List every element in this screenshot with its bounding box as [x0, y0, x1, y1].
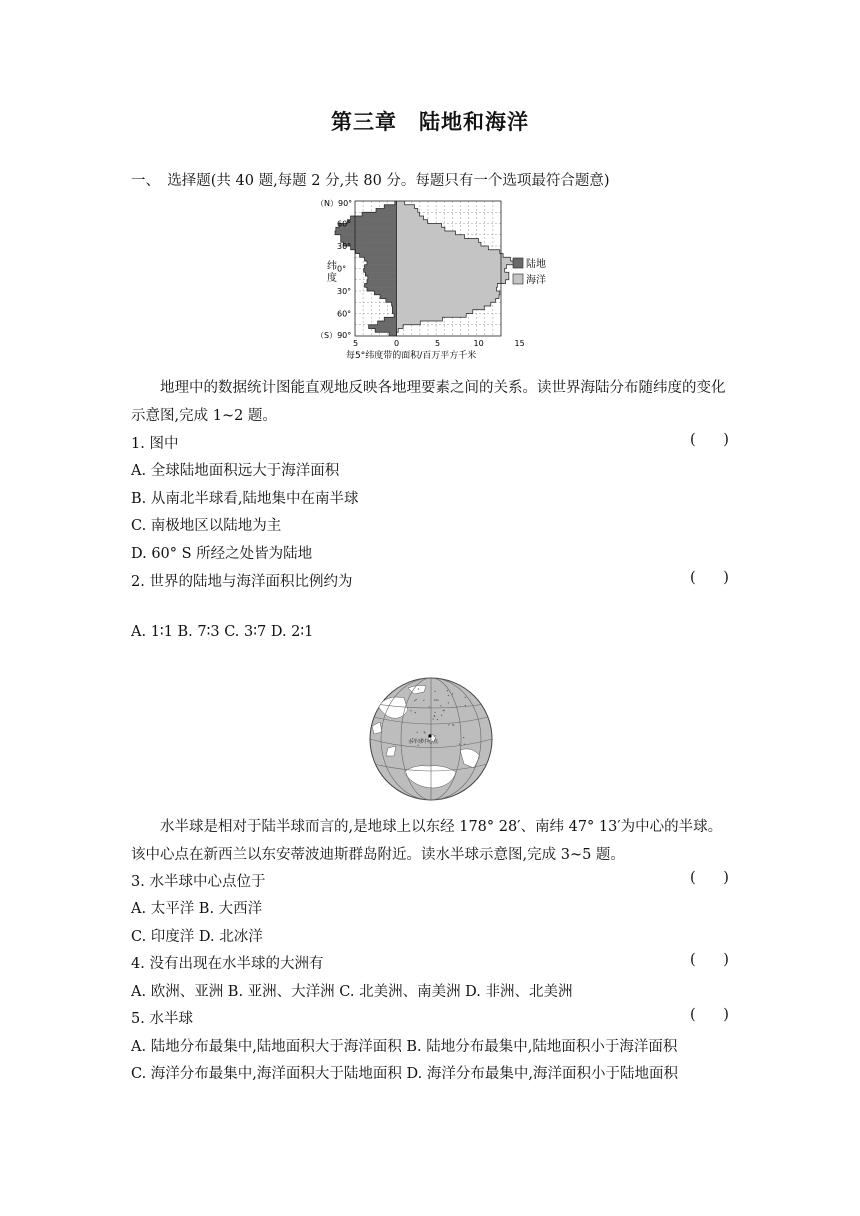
land-bar-0-5S	[364, 269, 397, 273]
ocean-bar-15-20N	[397, 254, 504, 258]
land-bar-75-80S	[369, 325, 397, 329]
q5-options-ab: A. 陆地分布最集中,陆地面积大于海洋面积 B. 陆地分布最集中,陆地面积小于海洋面积	[131, 1039, 678, 1055]
ocean-bar-20-25S	[397, 284, 498, 288]
ocean-bar-20-25N	[397, 250, 500, 254]
land-bar-70-75N	[362, 212, 396, 216]
chart-bars	[335, 201, 514, 336]
ocean-bar-70-75S	[397, 321, 421, 325]
ocean-bar-5-10N	[397, 261, 514, 265]
x-tick-label: 0	[394, 339, 400, 348]
ocean-bar-5-10S	[397, 272, 509, 276]
q1-stem: 1. 图中	[131, 436, 179, 452]
ocean-bar-50-55N	[397, 227, 445, 231]
ocean-bar-60-65N	[397, 220, 428, 224]
legend-land-swatch	[513, 258, 523, 268]
q1-answer-blank: ( )	[690, 432, 729, 448]
q2-stem: 2. 世界的陆地与海洋面积比例约为	[131, 574, 353, 590]
land-bar-50-55S	[392, 306, 396, 310]
question-intro-2: 水半球是相对于陆半球而言的,是地球上以东经 178° 28′、南纬 47° 13′为中心的半球。该中心点在新西兰以东安蒂波迪斯群岛附近。读水半球示意图,完成 3~5 题。	[131, 819, 723, 863]
land-bar-15-20S	[367, 280, 397, 284]
q3-answer-blank: ( )	[690, 870, 729, 886]
land-ocean-latitude-chart	[310, 192, 560, 364]
x-tick-label: 5	[435, 339, 441, 348]
ocean-bar-25-30N	[397, 246, 489, 250]
q1-option-a: A. 全球陆地面积远大于海洋面积	[131, 463, 340, 479]
q3-options-ab: A. 太平洋 B. 大西洋	[131, 901, 263, 917]
q5-stem: 5. 水半球	[131, 1011, 193, 1027]
x-axis-label: 每5°纬度带的面积/百万平方千米	[346, 351, 477, 361]
land-bar-5-10S	[365, 272, 396, 276]
land-bar-0-5N	[365, 265, 397, 269]
ocean-bar-10-15N	[397, 257, 511, 261]
land-bar-65-70S	[384, 317, 396, 321]
q5-options-cd: C. 海洋分布最集中,海洋面积大于陆地面积 D. 海洋分布最集中,海洋面积小于陆地面积	[131, 1066, 678, 1082]
ocean-bar-70-75N	[397, 212, 420, 216]
south-pole-label: （S）90°	[316, 331, 352, 340]
ocean-bar-50-55S	[397, 306, 485, 310]
y-tick-label: 60°	[337, 309, 352, 319]
q2-answer-blank: ( )	[690, 570, 729, 586]
land-bar-30-35N	[343, 242, 396, 246]
q1-option-b: B. 从南北半球看,陆地集中在南半球	[131, 491, 359, 507]
land-bar-40-45N	[341, 235, 397, 239]
question-intro-1: 地理中的数据统计图能直观地反映各地理要素之间的关系。读世界海陆分布随纬度的变化示意图,完成 1~2 题。	[131, 380, 726, 424]
land-bar-5-10N	[367, 261, 397, 265]
y-axis-label-2: 度	[327, 273, 337, 284]
q1-option-c: C. 南极地区以陆地为主	[131, 518, 282, 534]
land-bar-15-20N	[360, 254, 397, 258]
y-tick-label: 30°	[337, 287, 352, 296]
land-bar-25-30N	[351, 246, 397, 250]
water-hemisphere-globe	[368, 676, 494, 802]
q4-stem: 4. 没有出现在水半球的大洲有	[131, 956, 324, 972]
ocean-bar-80-85N	[397, 205, 415, 209]
land-bar-45-50S	[392, 302, 397, 306]
ocean-bar-75-80N	[397, 209, 418, 213]
page-title: 第三章 陆地和海洋	[331, 109, 529, 134]
land-bar-55-60S	[392, 310, 396, 314]
y-axis-label-1: 纬	[327, 261, 337, 272]
ocean-bar-30-35S	[397, 291, 500, 295]
ocean-bar-0-5N	[397, 265, 507, 269]
ocean-bar-65-70N	[397, 216, 424, 220]
q4-answer-blank: ( )	[690, 952, 729, 968]
land-bar-30-35S	[374, 291, 396, 295]
land-bar-65-70N	[351, 216, 397, 220]
land-bar-80-85S	[375, 329, 396, 333]
ocean-bar-35-40S	[397, 295, 500, 299]
globe-center-label: 水半球中心点	[408, 739, 439, 745]
ocean-bar-40-45N	[397, 235, 465, 239]
land-bar-20-25S	[365, 284, 397, 288]
land-bar-25-30S	[367, 287, 397, 291]
ocean-bar-60-65S	[397, 314, 467, 318]
north-pole-label: （N）90°	[316, 199, 353, 208]
ocean-bar-45-50S	[397, 302, 491, 306]
legend-ocean-label: 海洋	[526, 275, 546, 286]
ocean-bar-30-35N	[397, 242, 481, 246]
ocean-bar-0-5S	[397, 269, 505, 273]
land-bar-75-80N	[376, 209, 397, 213]
y-tick-label: 30°	[337, 242, 352, 251]
ocean-bar-15-20S	[397, 280, 506, 284]
ocean-bar-65-70S	[397, 317, 443, 321]
land-bar-10-15N	[365, 257, 397, 261]
ocean-bar-10-15S	[397, 276, 509, 280]
land-bar-10-15S	[368, 276, 397, 280]
ocean-bar-45-50N	[397, 231, 456, 235]
ocean-bar-55-60S	[397, 310, 473, 314]
land-bar-40-45S	[386, 299, 397, 303]
land-bar-35-40S	[380, 295, 396, 299]
land-bar-45-50N	[335, 231, 397, 235]
ocean-bar-75-80S	[397, 325, 404, 329]
section-heading: 一、 选择题(共 40 题,每题 2 分,共 80 分。每题只有一个选项最符合题意)	[131, 173, 610, 189]
ocean-bar-55-60N	[397, 224, 442, 228]
q4-options: A. 欧洲、亚洲 B. 亚洲、大洋洲 C. 北美洲、南美洲 D. 非洲、北美洲	[131, 984, 573, 1000]
ocean-bar-40-45S	[397, 299, 496, 303]
x-tick-label: 15	[514, 339, 525, 348]
y-tick-label: 60°	[337, 219, 352, 229]
y-tick-label: 0°	[337, 264, 347, 274]
land-bar-70-75S	[378, 321, 397, 325]
q3-options-cd: C. 印度洋 D. 北冰洋	[131, 929, 263, 945]
land-bar-20-25N	[356, 250, 397, 254]
q3-stem: 3. 水半球中心点位于	[131, 874, 266, 890]
q1-option-d: D. 60° S 所经之处皆为陆地	[131, 546, 313, 562]
legend-ocean-swatch	[513, 274, 523, 284]
ocean-bar-35-40N	[397, 239, 479, 243]
ocean-bar-85-90N	[397, 201, 405, 205]
q2-options: A. 1∶1 B. 7∶3 C. 3∶7 D. 2∶1	[131, 624, 314, 640]
x-tick-label: 10	[473, 339, 484, 348]
q5-answer-blank: ( )	[690, 1007, 729, 1023]
ocean-bar-25-30S	[397, 287, 497, 291]
land-bar-80-85N	[384, 205, 396, 209]
x-tick-label: 5	[353, 339, 359, 348]
legend-land-label: 陆地	[526, 259, 546, 270]
